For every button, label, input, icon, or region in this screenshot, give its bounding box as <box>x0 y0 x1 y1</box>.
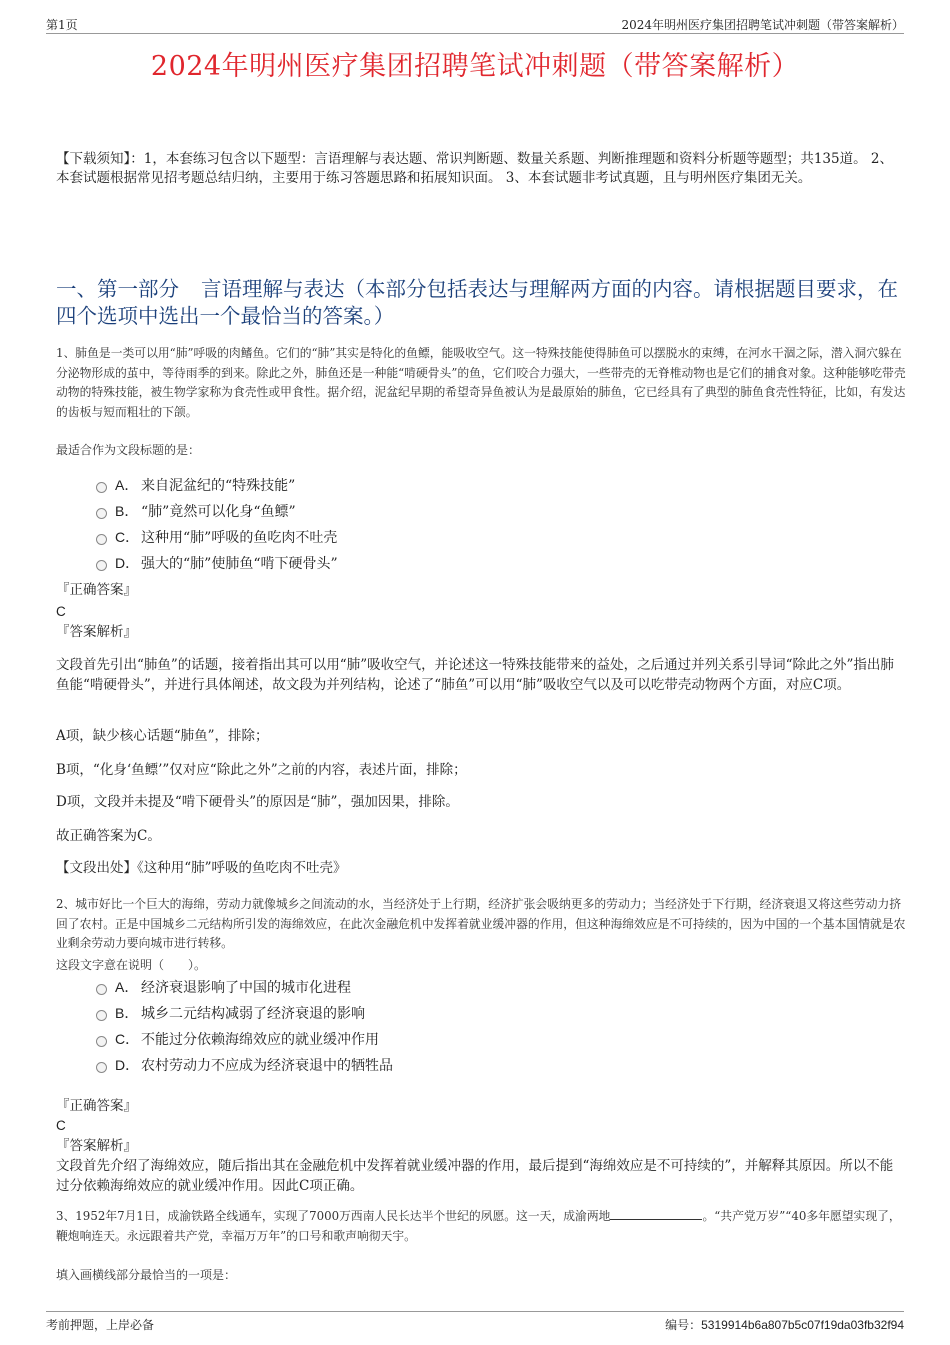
radio-icon[interactable] <box>96 534 107 545</box>
option-d[interactable]: D． 农村劳动力不应成为经济衰退中的牺牲品 <box>96 1052 393 1078</box>
footer-code: 编号：5319914b6a807b5c07f19da03fb32f94 <box>665 1318 904 1332</box>
option-c[interactable]: C． 不能过分依赖海绵效应的就业缓冲作用 <box>96 1026 393 1052</box>
question-1-answer <box>56 580 906 643</box>
option-b[interactable]: B． 城乡二元结构减弱了经济衰退的影响 <box>96 1000 393 1026</box>
footer-slogan: 考前押题，上岸必备 <box>46 1318 155 1332</box>
option-a[interactable]: A． 来自泥盆纪的“特殊技能” <box>96 472 338 498</box>
question-2-ask: 这段文字意在说明（ ）。 <box>56 958 207 972</box>
radio-icon[interactable] <box>96 482 107 493</box>
page-number: 第1页 <box>46 18 78 32</box>
section-text: 言语理解与表达（本部分包括表达与理解两方面的内容。请根据题目要求，在四个选项中选出一个最恰当的答案。） <box>56 277 898 328</box>
radio-icon[interactable] <box>96 984 107 995</box>
q1-analysis-para-6: 【文段出处】《这种用“肺”呼吸的鱼吃肉不吐壳》 <box>56 860 347 876</box>
answer-label: 『正确答案』 <box>56 582 137 598</box>
question-2-stem: 2、城市好比一个巨大的海绵，劳动力就像城乡之间流动的水，当经济处于上行期，经济扩张会吸纳更多的劳动力；当经济处于下行期，经济衰退又将这些劳动力挤回了农村。正是中国城乡二元结构所引发的海绵效应，在此次金融危机中发挥着就业缓冲器的作用，但这种海绵效应是不可持续的，因为中国的一个基本国情就是农业剩余劳动力要向城市进行转移。 <box>56 897 906 950</box>
radio-icon[interactable] <box>96 1010 107 1021</box>
question-3-stem: 3、1952年7月1日，成渝铁路全线通车，实现了7000万西南人民长达半个世纪的夙愿。这一天，成渝两地 。“共产党万岁”“40多年愿望实现了，鞭炮响连天。永远跟着共产党，幸福万万年”的口号和歌声响彻天宇。 <box>56 1209 901 1243</box>
radio-icon[interactable] <box>96 1062 107 1073</box>
q1-analysis-para-1: 文段首先引出“肺鱼”的话题，接着指出其可以用“肺”吸收空气，并论述这一特殊技能带来的益处，之后通过并列关系引导词“除此之外”指出肺鱼能“啃硬骨头”，并进行具体阐述，故文段为并列结构，论述了“肺鱼”可以用“肺”吸收空气以及可以吃带壳动物两个方面，对应C项。 <box>56 657 894 693</box>
answer-value: C <box>56 604 66 619</box>
q1-analysis-para-5: 故正确答案为C。 <box>56 828 161 844</box>
option-d[interactable]: D． 强大的“肺”使肺鱼“啃下硬骨头” <box>96 550 338 576</box>
question-1-options <box>96 472 338 576</box>
section-heading <box>56 276 906 330</box>
analysis-label: 『答案解析』 <box>56 624 137 640</box>
question-1-stem: 1、肺鱼是一类可以用“肺”呼吸的肉鳍鱼。它们的“肺”其实是特化的鱼鳔，能吸收空气。这一特殊技能使得肺鱼可以摆脱水的束缚，在河水干涸之际，潜入洞穴躲在分泌物形成的茧中，等待雨季的到来。除此之外，肺鱼还是一种能“啃硬骨头”的鱼，它们咬合力强大，一些带壳的无脊椎动物也是它们的捕食对象。这种能够吃带壳动物的特殊技能，被生物学家称为食壳性或甲食性。据介绍，泥盆纪早期的希望奇异鱼被认为是最原始的肺鱼，它已经具有了典型的肺鱼食壳性特征，比如，有发达的齿板与短而粗壮的下颌。 <box>56 346 906 419</box>
document-title: 2024年明州医疗集团招聘笔试冲刺题（带答案解析） <box>150 51 800 82</box>
q1-analysis-para-2: A项，缺少核心话题“肺鱼”，排除； <box>56 728 269 744</box>
question-2-answer <box>56 1096 906 1196</box>
header-title: 2024年明州医疗集团招聘笔试冲刺题（带答案解析） <box>621 18 904 32</box>
radio-icon[interactable] <box>96 1036 107 1047</box>
question-2-options <box>96 974 393 1078</box>
question-3-ask: 填入画横线部分最恰当的一项是： <box>56 1268 237 1282</box>
section-prefix: 一、第一部分 <box>56 277 179 301</box>
radio-icon[interactable] <box>96 508 107 519</box>
answer-value: C <box>56 1118 66 1133</box>
analysis-label: 『答案解析』 <box>56 1138 137 1154</box>
option-c[interactable]: C． 这种用“肺”呼吸的鱼吃肉不吐壳 <box>96 524 338 550</box>
fill-blank <box>610 1208 702 1220</box>
page-footer <box>46 1311 904 1333</box>
q1-analysis-para-3: B项，“化身‘鱼鳔’”仅对应“除此之外”之前的内容，表述片面，排除； <box>56 762 467 778</box>
option-a[interactable]: A． 经济衰退影响了中国的城市化进程 <box>96 974 393 1000</box>
radio-icon[interactable] <box>96 560 107 571</box>
page-header <box>46 14 904 34</box>
answer-label: 『正确答案』 <box>56 1098 137 1114</box>
q2-analysis-text: 文段首先介绍了海绵效应，随后指出其在金融危机中发挥着就业缓冲器的作用，最后提到“海绵效应是不可持续的”，并解释其原因。所以不能过分依赖海绵效应的就业缓冲作用。因此C项正确。 <box>56 1158 894 1194</box>
q1-analysis-para-4: D项，文段并未提及“啃下硬骨头”的原因是“肺”，强加因果，排除。 <box>56 794 459 810</box>
question-1-ask: 最适合作为文段标题的是： <box>56 443 201 457</box>
download-notice: 【下载须知】：1，本套练习包含以下题型：言语理解与表达题、常识判断题、数量关系题、判断推理题和资料分析题等题型；共135道。 2、本套试题根据常见招考题总结归纳，主要用于练习答题思路和拓展知识面。 3、本套试题非考试真题，且与明州医疗集团无关。 <box>56 151 893 186</box>
option-b[interactable]: B． “肺”竟然可以化身“鱼鳔” <box>96 498 338 524</box>
